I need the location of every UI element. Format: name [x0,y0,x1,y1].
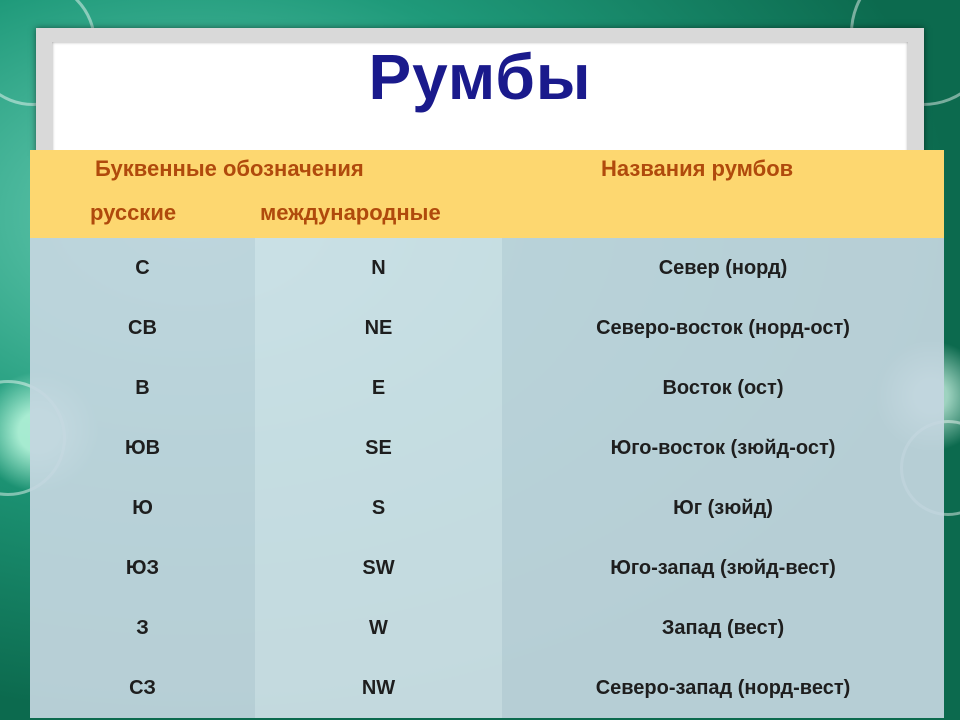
cell-name: Запад (вест) [661,617,785,639]
cell-name: Северо-восток (норд-ост) [596,317,850,339]
cell-international: SE [365,437,392,459]
table-row [30,418,944,478]
table-row [30,298,944,358]
cell-name: Юго-запад (зюйд-вест) [610,557,836,579]
cell-international: NE [364,317,393,339]
cell-name: Юго-восток (зюйд-ост) [610,437,836,459]
header-names: Названия румбов [601,156,794,181]
cell-international: SW [362,557,395,579]
cell-russian: С [135,257,150,279]
table-body [30,238,944,718]
table-row [30,238,944,298]
cell-international: N [371,257,386,279]
table-row [30,478,944,538]
header-international: международные [260,200,441,225]
table-row [30,538,944,598]
cell-russian: ЮЗ [125,557,160,579]
cell-russian: В [135,377,150,399]
cell-international: E [371,377,386,399]
cell-russian: З [136,617,149,639]
table-row [30,598,944,658]
cell-russian: СВ [128,317,157,339]
cell-international: NW [361,677,396,699]
cell-international: W [369,617,388,639]
table-row [30,658,944,718]
cell-name: Юг (зюйд) [673,497,773,519]
cell-name: Северо-запад (норд-вест) [595,677,851,699]
cell-name: Восток (ост) [662,377,784,399]
cell-international: S [371,497,386,519]
cell-name: Север (норд) [658,257,788,279]
header-group-label: Буквенные обозначения [95,156,364,181]
cell-russian: ЮВ [124,437,161,459]
cell-russian: СЗ [129,677,156,699]
table-header [30,150,944,238]
slide-title: Румбы [368,41,592,113]
table-row [30,358,944,418]
rhumbs-table [30,150,944,718]
cell-russian: Ю [132,497,153,519]
header-russian: русские [90,200,177,225]
